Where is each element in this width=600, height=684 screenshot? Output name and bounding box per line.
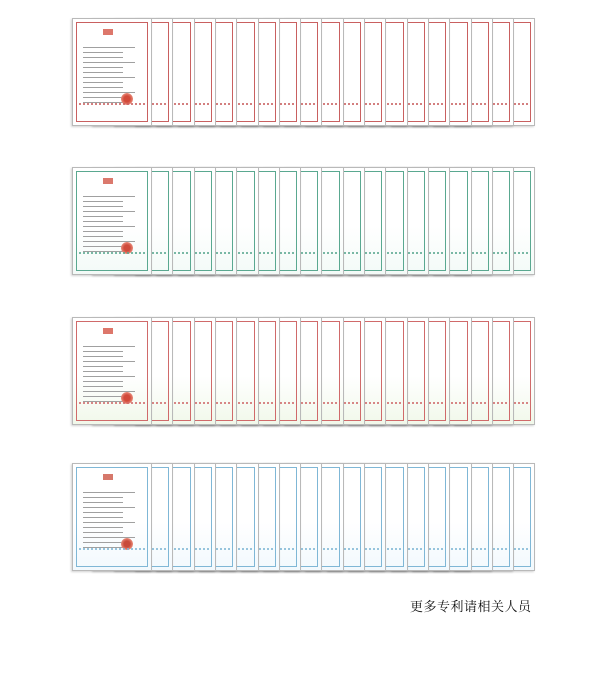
- text-line: [83, 351, 123, 352]
- certificate-card: [72, 463, 152, 571]
- emblem-icon: [103, 328, 113, 334]
- invention-patent-certificates-2-row: [72, 167, 536, 275]
- emblem-icon: [103, 178, 113, 184]
- text-line: [83, 201, 123, 202]
- text-line: [83, 346, 135, 347]
- text-line: [83, 62, 135, 63]
- text-line: [83, 497, 123, 498]
- text-line: [83, 221, 123, 222]
- text-line: [83, 196, 135, 197]
- invention-patent-certificates-row: [72, 18, 536, 126]
- text-line: [83, 366, 123, 367]
- text-line: [83, 231, 123, 232]
- ornament-border: [79, 103, 145, 119]
- text-line: [83, 47, 135, 48]
- text-line: [83, 517, 123, 518]
- text-line: [83, 492, 135, 493]
- software-copyright-certificates-row: [72, 463, 536, 571]
- text-line: [83, 52, 123, 53]
- text-line: [83, 72, 123, 73]
- text-line: [83, 542, 123, 543]
- text-line: [83, 216, 123, 217]
- text-line: [83, 381, 123, 382]
- ornament-border: [79, 252, 145, 268]
- more-patents-caption: 更多专利请相关人员: [410, 600, 532, 615]
- text-line: [83, 376, 135, 377]
- text-line: [83, 57, 123, 58]
- text-line: [83, 396, 123, 397]
- text-line: [83, 361, 135, 362]
- text-line: [83, 522, 135, 523]
- text-line: [83, 211, 135, 212]
- text-line: [83, 356, 123, 357]
- ornament-border: [79, 548, 145, 564]
- text-line: [83, 236, 123, 237]
- text-line: [83, 527, 123, 528]
- text-line: [83, 502, 123, 503]
- certificate-card: [72, 317, 152, 425]
- utility-model-certificates-row: [72, 317, 536, 425]
- text-line: [83, 97, 123, 98]
- text-line: [83, 386, 123, 387]
- text-line: [83, 512, 123, 513]
- text-line: [83, 77, 135, 78]
- certificate-card: [72, 18, 152, 126]
- emblem-icon: [103, 29, 113, 35]
- text-line: [83, 507, 135, 508]
- text-line: [83, 226, 135, 227]
- text-line: [83, 206, 123, 207]
- text-line: [83, 67, 123, 68]
- ornament-border: [79, 402, 145, 418]
- text-line: [83, 532, 123, 533]
- certificate-card: [72, 167, 152, 275]
- text-line: [83, 371, 123, 372]
- text-line: [83, 246, 123, 247]
- text-line: [83, 82, 123, 83]
- text-line: [83, 87, 123, 88]
- emblem-icon: [103, 474, 113, 480]
